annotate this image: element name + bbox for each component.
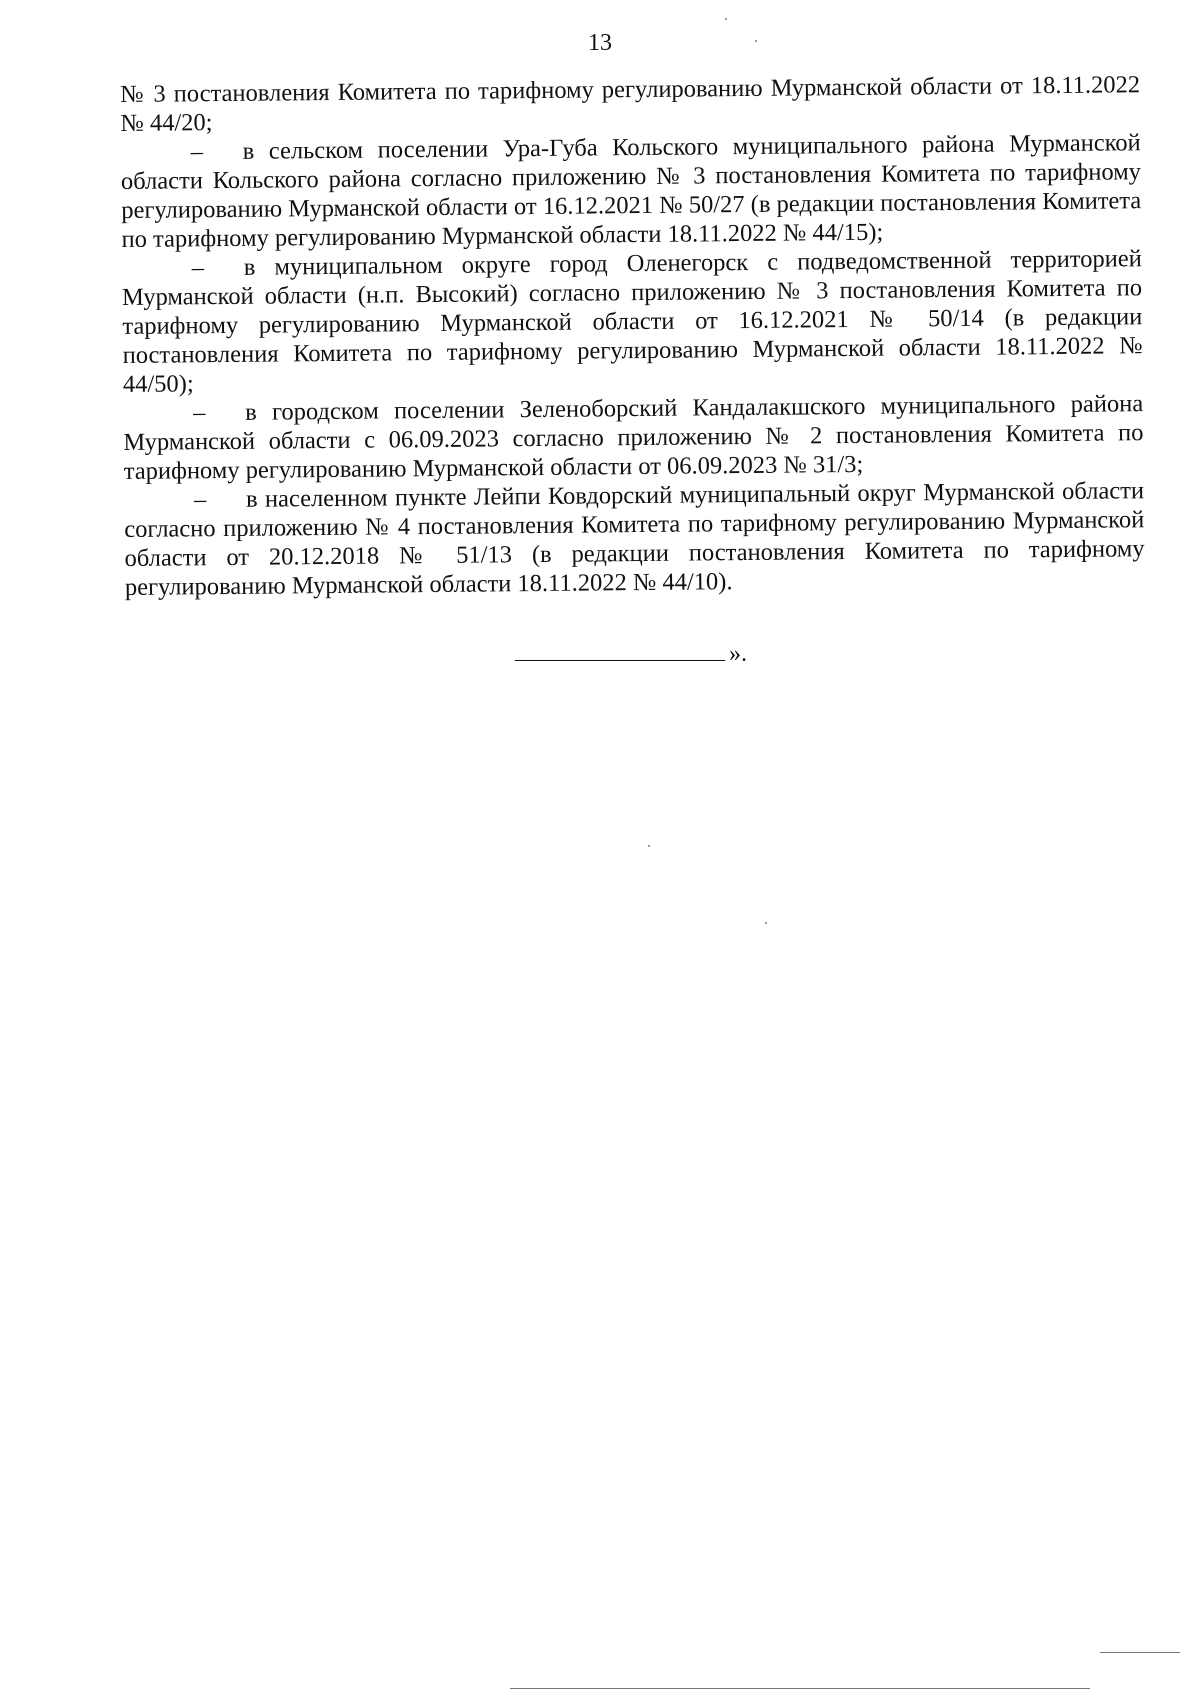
scan-speck xyxy=(725,18,727,20)
list-item-text: в городском поселении Зеленоборский Кандалакшского муниципального района Мурманской области с 06.09.2023 согласно приложению № 2 постановления Комитета по тарифному регулированию Мурманской области от 06.09.2023 № 31/3; xyxy=(123,390,1144,485)
closing-mark xyxy=(515,640,747,668)
scan-speck xyxy=(765,922,767,924)
list-dash: – xyxy=(191,254,205,282)
list-item xyxy=(122,244,1143,399)
list-item xyxy=(123,389,1144,486)
page-number: 13 xyxy=(588,30,612,56)
list-dash: – xyxy=(193,399,206,427)
list-item-text: в сельском поселении Ура-Губа Кольского муниципального района Мурманской области Кольского района согласно приложению № 3 постановления Комитета по тарифному регулированию Мурманской области от 16.12.2021 № 50/27 (в редакции постановления Комитета по тарифному регулированию Мурманской области 18.11.2022 № 44/15); xyxy=(120,129,1142,253)
list-item-text: в населенном пункте Лейпи Ковдорский муниципальный округ Мурманской области согласно приложению № 4 постановления Комитета по тарифному регулированию Мурманской области от 20.12.2018 № 51/13 (в редакции постановления Комитета по тарифному регулированию Мурманской области 18.11.2022 № 44/10). xyxy=(124,477,1145,601)
intro-paragraph: № 3 постановления Комитета по тарифному регулированию Мурманской области от 18.11.2022 № 44/20; xyxy=(120,71,1141,137)
list-dash: – xyxy=(190,138,204,166)
closing-underline xyxy=(515,660,725,661)
list-item-text: в муниципальном округе город Оленегорск с подведомственной территорией Мурманской области (н.п. Высокий) согласно приложению № 3 постановления Комитета по тарифному регулированию Мурманской области от 16.12.2021 № 50/14 (в редакции постановления Комитета по тарифному регулированию Мурманской области 18.11.2022 № 44/50); xyxy=(121,245,1143,398)
scan-speck xyxy=(755,40,757,42)
scan-speck xyxy=(648,845,650,847)
scan-edge-line xyxy=(510,1688,1090,1689)
scan-edge-line xyxy=(1100,1652,1180,1653)
list-dash: – xyxy=(193,486,207,514)
list-item xyxy=(124,476,1145,602)
closing-quote: ». xyxy=(729,641,747,667)
document-body xyxy=(120,70,1145,602)
list-item xyxy=(121,128,1142,254)
